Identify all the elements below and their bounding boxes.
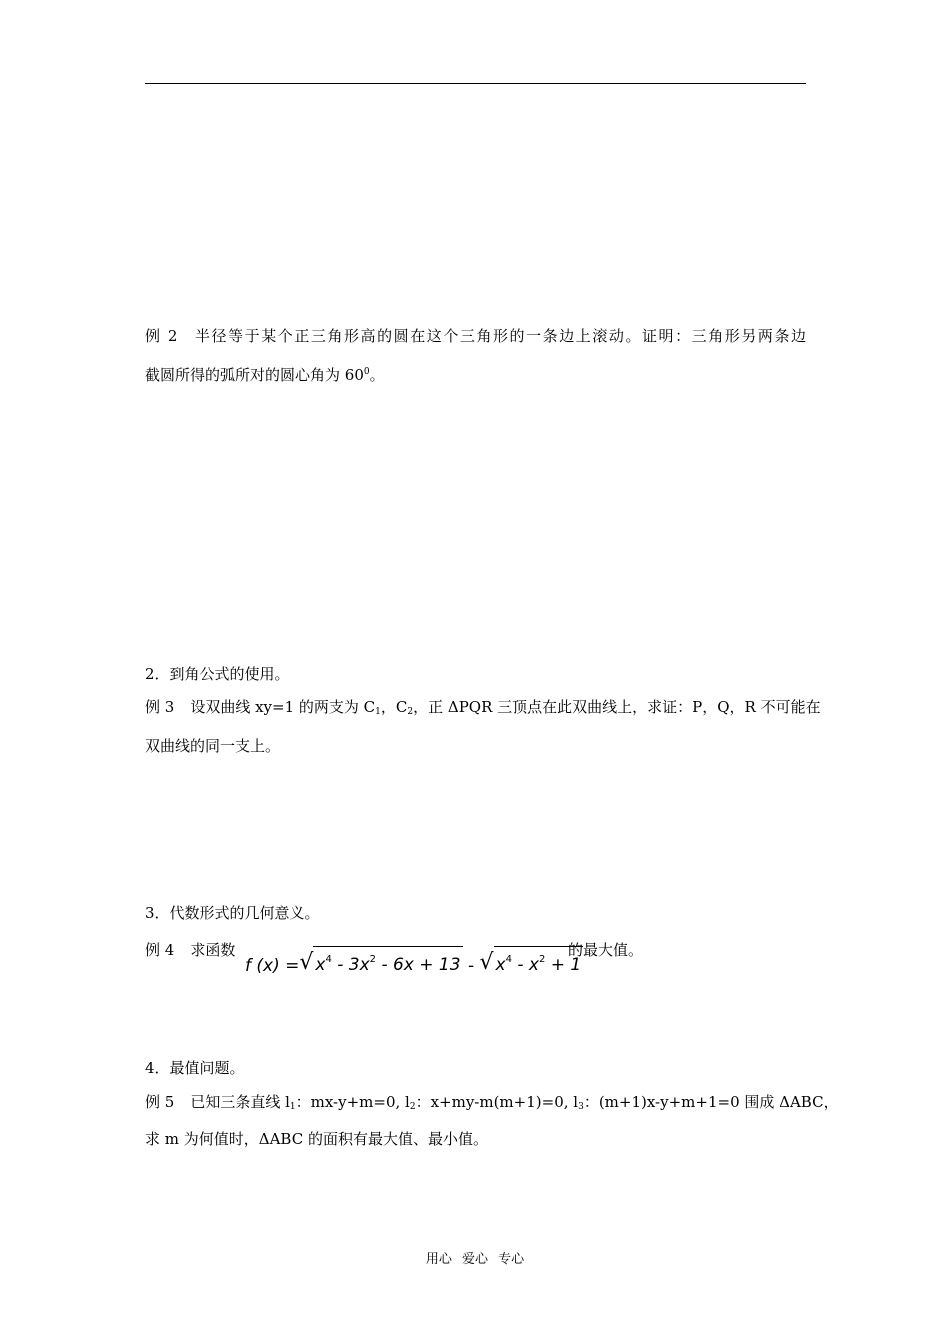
example-3-line-2: 双曲线的同一支上。 (145, 737, 281, 755)
example-5-label: 例 5 (145, 1093, 175, 1111)
example-5-line-2: 求 m 为何值时，ΔABC 的面积有最大值、最小值。 (145, 1130, 488, 1148)
example-4-tail: 的最大值。 (568, 941, 644, 959)
header-rule (145, 83, 806, 84)
section-3-heading: 3．代数形式的几何意义。 (145, 904, 320, 922)
sqrt-term-1: √ $x^4 - 3x^2 - 6x + 13$ (299, 946, 462, 976)
example-4-label-line: 例 4 求函数 (145, 941, 236, 959)
section-2-heading: 2．到角公式的使用。 (145, 665, 290, 683)
section-4-heading: 4．最值问题。 (145, 1059, 245, 1077)
example-3-line-1: 例 3 设双曲线 xy=1 的两支为 $C_1$，$C_2$，正 ΔPQR 三顶点在此双曲线上，求证：P，Q，R 不可能在 (145, 698, 821, 717)
page-footer: 用心 爱心 专心 (425, 1252, 525, 1267)
example-2-line-2: 截圆所得的弧所对的圆心角为 $60^0$。 (145, 366, 385, 384)
example-3-label: 例 3 (145, 698, 175, 716)
example-2-label: 例 2 (145, 327, 178, 345)
example-4-formula: f (x) = √ $x^4 - 3x^2 - 6x + 13$ - √ $x^4 - x^2 + 1$ (245, 936, 583, 976)
example-5-line-1: 例 5 已知三条直线 $l_1$：mx-y+m=0, $l_2$：x+my-m(m+1)=0, $l_3$：(m+1)x-y+m+1=0 围成 ΔABC， (145, 1093, 839, 1112)
example-4-label: 例 4 (145, 941, 175, 959)
example-2-text: 半径等于某个正三角形高的圆在这个三角形的一条边上滚动。证明：三角形另两条边 (193, 327, 807, 345)
sqrt-term-2: √ $x^4 - x^2 + 1$ (480, 946, 584, 976)
example-2-line-1 (145, 326, 806, 346)
